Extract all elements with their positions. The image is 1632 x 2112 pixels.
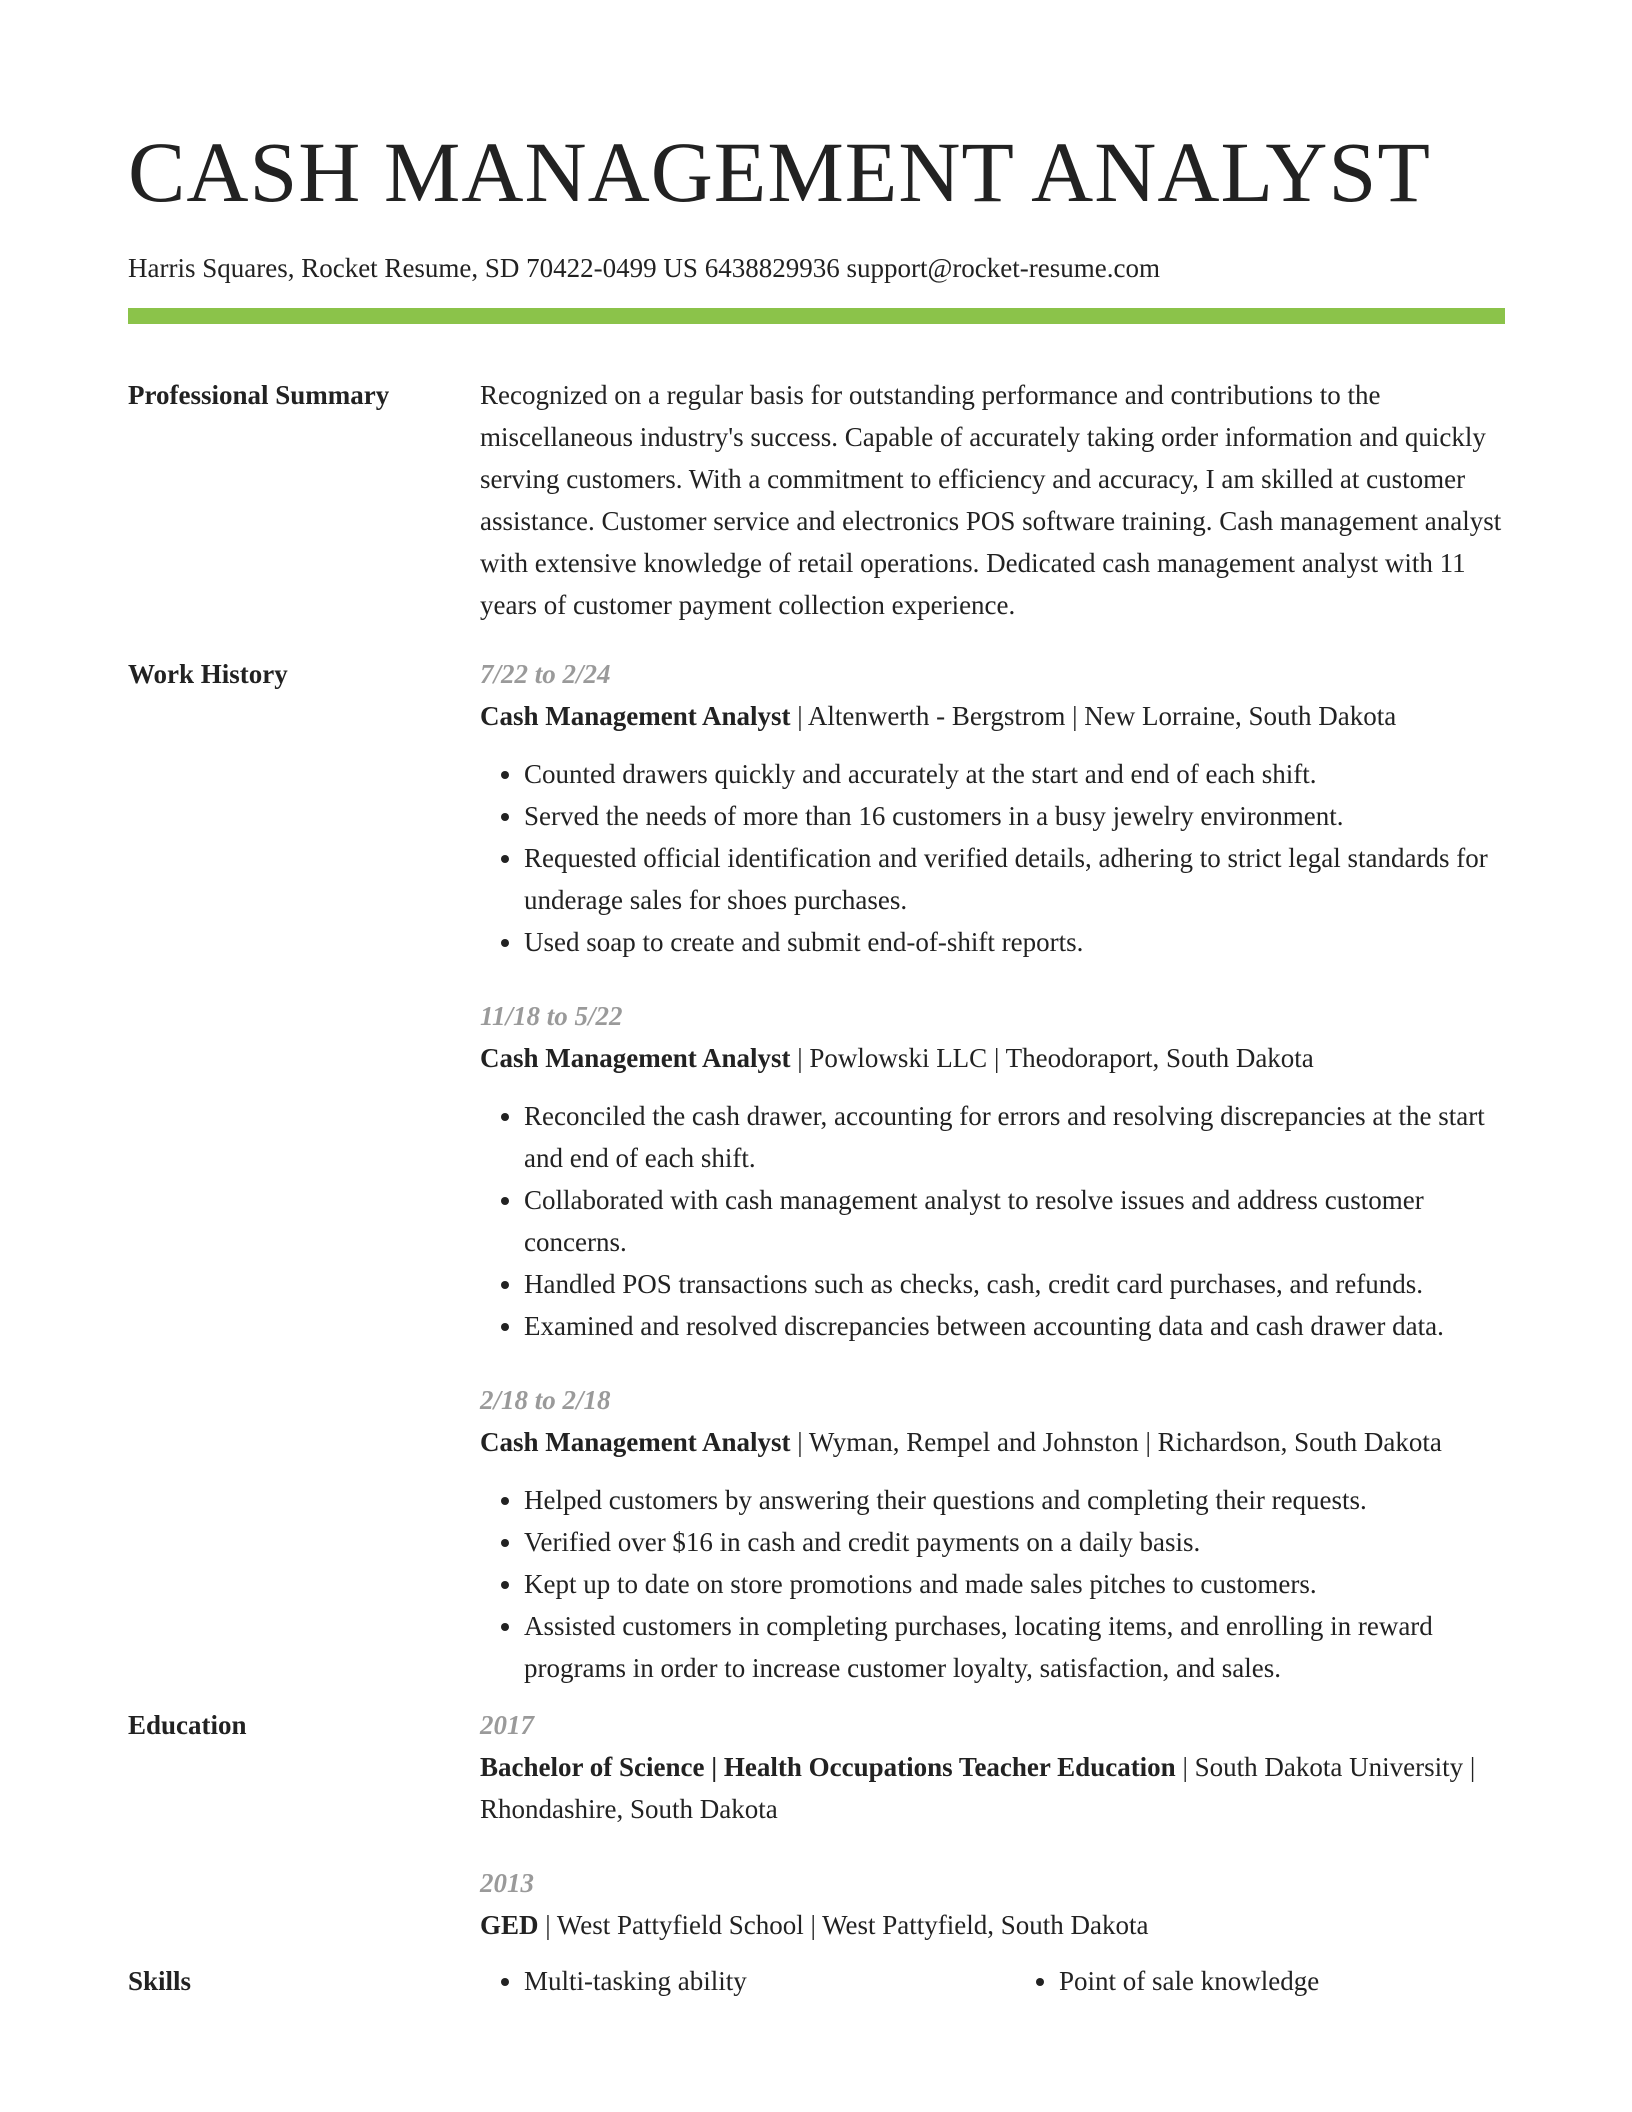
job-entry	[480, 1379, 1505, 1689]
job-bullet: • Verified over $16 in cash and credit payments on a daily basis.	[524, 1521, 1505, 1563]
job-entry	[480, 995, 1505, 1347]
job-bullet: • Collaborated with cash management analyst to resolve issues and address customer concerns.	[524, 1179, 1505, 1263]
contact-phone: 6438829936	[704, 253, 840, 283]
resume-page	[128, 0, 1505, 2002]
skill-item: • Multi-tasking ability	[524, 1960, 970, 2002]
summary-section	[128, 374, 1505, 626]
work-history-list	[480, 653, 1505, 1689]
education-entry	[480, 1862, 1505, 1946]
job-title: Cash Management Analyst	[480, 1043, 791, 1073]
education-heading-line	[480, 1746, 1505, 1830]
education-year: 2017	[480, 1710, 534, 1740]
education-section	[128, 1704, 1505, 1946]
education-entry	[480, 1704, 1505, 1830]
header-divider	[128, 308, 1505, 324]
summary-heading: Professional Summary	[128, 380, 390, 410]
job-bullets	[480, 753, 1505, 963]
contact-email[interactable]: support@rocket-resume.com	[846, 253, 1160, 283]
contact-line	[128, 250, 1505, 286]
skills-heading: Skills	[128, 1966, 192, 1996]
summary-text: Recognized on a regular basis for outstanding performance and contributions to the miscellaneous industry's success. Capable of accurately taking order information and quickly serving customers. With a commitment to efficiency and accuracy, I am skilled at customer assistance. Customer service and electronics POS software training. Cash management analyst with extensive knowledge of retail operations. Dedicated cash management analyst with 11 years of customer payment collection experience.	[480, 380, 1502, 620]
job-dates: 11/18 to 5/22	[480, 1001, 623, 1031]
job-bullets	[480, 1095, 1505, 1347]
job-entry	[480, 653, 1505, 963]
skills-section	[128, 1960, 1505, 2002]
job-heading	[480, 1037, 1505, 1079]
job-bullet: • Kept up to date on store promotions and made sales pitches to customers.	[524, 1563, 1505, 1605]
contact-address: Harris Squares, Rocket Resume, SD 70422-0499 US	[128, 253, 698, 283]
job-bullet: • Requested official identification and verified details, adhering to strict legal standards for underage sales for shoes purchases.	[524, 837, 1505, 921]
work-history-heading: Work History	[128, 659, 288, 689]
job-title: Cash Management Analyst	[480, 701, 791, 731]
skills-column-right	[1015, 1960, 1505, 2002]
education-year: 2013	[480, 1868, 534, 1898]
job-bullet: • Served the needs of more than 16 customers in a busy jewelry environment.	[524, 795, 1505, 837]
job-heading	[480, 1421, 1505, 1463]
skills-list	[480, 1960, 1505, 2002]
job-dates: 2/18 to 2/18	[480, 1385, 611, 1415]
job-details: | Wyman, Rempel and Johnston | Richardson, South Dakota	[790, 1427, 1442, 1457]
job-bullet: • Used soap to create and submit end-of-shift reports.	[524, 921, 1505, 963]
education-details: | West Pattyfield School | West Pattyfield, South Dakota	[538, 1910, 1149, 1940]
skill-item: • Point of sale knowledge	[1059, 1960, 1505, 2002]
resume-title: CASH MANAGEMENT ANALYST	[128, 124, 1431, 220]
job-bullet: • Counted drawers quickly and accurately at the start and end of each shift.	[524, 753, 1505, 795]
work-history-section	[128, 653, 1505, 1689]
job-dates: 7/22 to 2/24	[480, 659, 611, 689]
job-bullets	[480, 1479, 1505, 1689]
job-bullet: • Assisted customers in completing purchases, locating items, and enrolling in reward programs in order to increase customer loyalty, satisfaction, and sales.	[524, 1605, 1505, 1689]
job-bullet: • Helped customers by answering their questions and completing their requests.	[524, 1479, 1505, 1521]
education-degree: GED	[480, 1910, 539, 1940]
education-list	[480, 1704, 1505, 1946]
job-bullet: • Reconciled the cash drawer, accounting for errors and resolving discrepancies at the start and end of each shift.	[524, 1095, 1505, 1179]
education-degree: Bachelor of Science | Health Occupations Teacher Education	[480, 1752, 1176, 1782]
job-title: Cash Management Analyst	[480, 1427, 791, 1457]
job-details: | Altenwerth - Bergstrom | New Lorraine, South Dakota	[790, 701, 1397, 731]
skills-column-left	[480, 1960, 970, 2002]
skills-columns	[480, 1960, 1505, 2002]
job-details: | Powlowski LLC | Theodoraport, South Dakota	[790, 1043, 1314, 1073]
education-heading: Education	[128, 1710, 247, 1740]
job-heading	[480, 695, 1505, 737]
education-details: | South Dakota University | Rhondashire, South Dakota	[480, 1752, 1476, 1824]
job-bullet: • Handled POS transactions such as checks, cash, credit card purchases, and refunds.	[524, 1263, 1505, 1305]
job-bullet: • Examined and resolved discrepancies between accounting data and cash drawer data.	[524, 1305, 1505, 1347]
education-heading-line	[480, 1904, 1505, 1946]
